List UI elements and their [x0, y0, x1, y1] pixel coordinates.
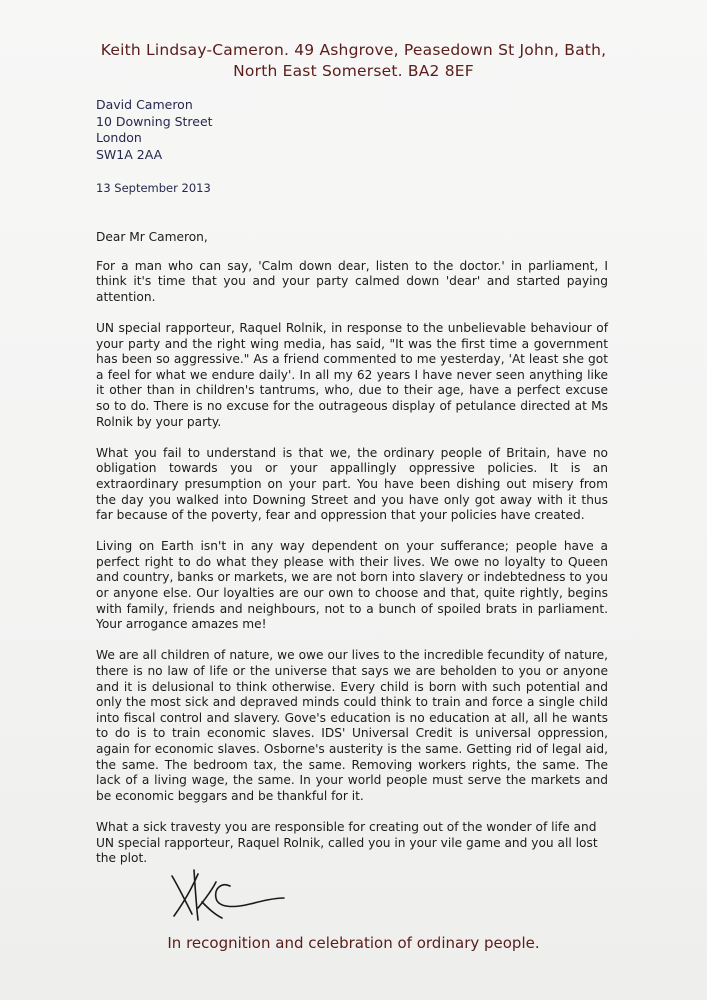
handwritten-signature — [168, 868, 288, 926]
sender-address-line-1: Keith Lindsay-Cameron. 49 Ashgrove, Peasedown St John, Bath, — [100, 41, 607, 59]
recipient-city: London — [96, 130, 142, 145]
recipient-street: 10 Downing Street — [96, 113, 213, 129]
sender-address-line-2: North East Somerset. BA2 8EF — [233, 62, 474, 80]
paragraph-5: We are all children of nature, we owe our lives to the incredible fecundity of nature, there is no law of life or the universe that says we are beholden to you or anyone and it is delusional to think otherwise. Every child is born with such potential and only the most sick and depraved minds could think to train and force a single child into fiscal control and slavery. Gove's education is no education at all, all he wants to do is to train economic slaves. IDS' Universal Credit is universal oppression, again for economic slaves. Osborne's austerity is the same. Getting rid of legal aid, the same. The bedroom tax, the same. Removing workers rights, the same. The lack of a living wage, the same. In your world people must serve the markets and be economic beggars and be thankful for it. — [96, 648, 608, 803]
paragraph-2: UN special rapporteur, Raquel Rolnik, in response to the unbelievable behaviour of your party and the right wing media, has said, "It was the first time a government has been so aggressive." As a friend commented to me yesterday, 'At least she got a feel for what we endure daily'. In all my 62 years I have never seen anything like it other than in children's tantrums, who, due to their age, have a perfect excuse so to do. There is no excuse for the outrageous display of petulance directed at Ms Rolnik by your party. — [96, 320, 608, 429]
paragraph-4: Living on Earth isn't in any way dependent on your sufferance; people have a perfect right to do what they please with their lives. We owe no loyalty to Queen and country, banks or markets, we are not born into slavery or indebtedness to you or anyone else. Our loyalties are our own to choose and that, quite rightly, begins with family, friends and neighbours, not to a bunch of spoiled brats in parliament. Your arrogance amazes me! — [96, 539, 608, 632]
salutation: Dear Mr Cameron, — [96, 230, 208, 244]
closing-tagline: In recognition and celebration of ordinary people. — [167, 934, 540, 952]
paragraph-1: For a man who can say, 'Calm down dear, listen to the doctor.' in parliament, I think it's time that you and your party calmed down 'dear' and started paying attention. — [96, 258, 608, 304]
letter-body — [96, 230, 608, 867]
paragraph-3: What you fail to understand is that we, the ordinary people of Britain, have no obligation towards you or your appallingly oppressive policies. It is an extraordinary presumption on your part. You have been dishing out misery from the day you walked into Downing Street and you have only got away with it thus far because of the poverty, fear and oppression that your policies have created. — [96, 445, 608, 523]
recipient-postcode: SW1A 2AA — [96, 146, 163, 162]
recipient-name: David Cameron — [96, 97, 193, 112]
sender-address — [60, 40, 647, 82]
recipient-address — [96, 97, 213, 163]
letter-date: 13 September 2013 — [96, 181, 211, 195]
paragraph-6: What a sick travesty you are responsible for creating out of the wonder of life and UN special rapporteur, Raquel Rolnik, called you in your vile game and you all lost the plot. — [96, 819, 598, 866]
